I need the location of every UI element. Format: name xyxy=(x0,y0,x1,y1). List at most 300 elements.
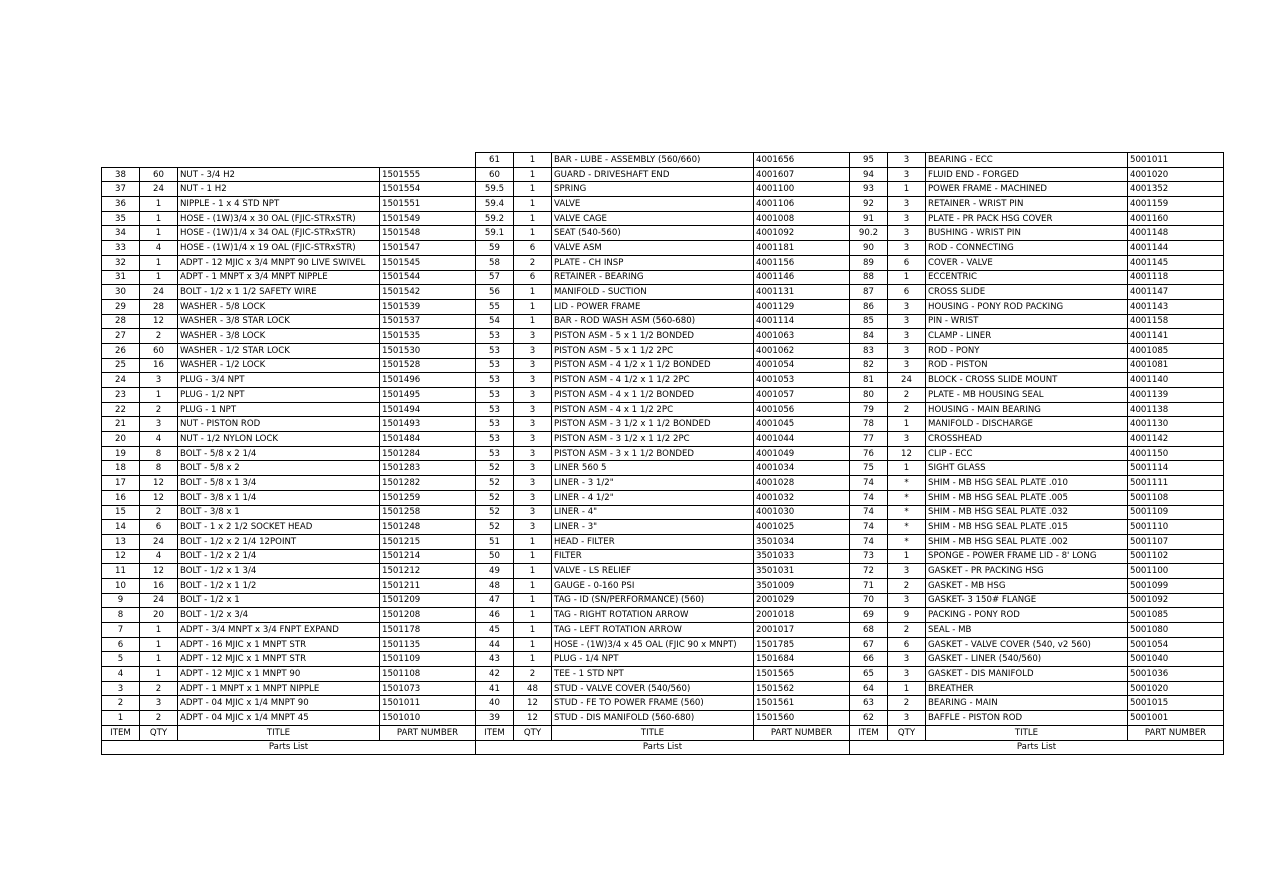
part-title-cell: CROSSHEAD xyxy=(926,432,1128,447)
part-number-cell: 5001102 xyxy=(1128,549,1224,564)
part-number-cell: 1501551 xyxy=(380,197,476,212)
header-qty: QTY xyxy=(140,725,178,740)
qty-cell: 8 xyxy=(140,446,178,461)
parts-list-caption: Parts List xyxy=(850,740,1224,755)
part-number-cell: 4001032 xyxy=(754,490,850,505)
part-number-cell: 4001148 xyxy=(1128,226,1224,241)
part-number-cell: 5001092 xyxy=(1128,593,1224,608)
item-number-cell: 50 xyxy=(476,549,514,564)
qty-cell: 3 xyxy=(514,417,552,432)
part-number-cell: 1501495 xyxy=(380,388,476,403)
part-title-cell: PLATE - CH INSP xyxy=(552,255,754,270)
part-title-cell: GASKET- 3 150# FLANGE xyxy=(926,593,1128,608)
header-part-number: PART NUMBER xyxy=(754,725,850,740)
item-number-cell: 38 xyxy=(102,167,140,182)
qty-cell: 1 xyxy=(514,167,552,182)
part-number-cell: 5001054 xyxy=(1128,637,1224,652)
header-qty: QTY xyxy=(514,725,552,740)
qty-cell: 1 xyxy=(514,623,552,638)
table-row xyxy=(102,623,1224,638)
header-row xyxy=(102,725,1224,740)
qty-cell: 3 xyxy=(514,432,552,447)
item-number-cell: 89 xyxy=(850,255,888,270)
part-number-cell: 1501535 xyxy=(380,329,476,344)
item-number-cell: 23 xyxy=(102,388,140,403)
part-title-cell: ADPT - 3/4 MNPT x 3/4 FNPT EXPAND xyxy=(178,623,380,638)
qty-cell: 6 xyxy=(888,255,926,270)
item-number-cell: 1 xyxy=(102,711,140,726)
part-title-cell: PISTON ASM - 4 1/2 x 1 1/2 2PC xyxy=(552,373,754,388)
table-row xyxy=(102,402,1224,417)
empty-cell xyxy=(380,153,476,168)
part-title-cell: BOLT - 5/8 x 2 1/4 xyxy=(178,446,380,461)
empty-cell xyxy=(102,153,140,168)
qty-cell: 2 xyxy=(140,329,178,344)
part-number-cell: 1501554 xyxy=(380,182,476,197)
item-number-cell: 74 xyxy=(850,520,888,535)
item-number-cell: 53 xyxy=(476,388,514,403)
qty-cell: 1 xyxy=(514,153,552,168)
table-row xyxy=(102,652,1224,667)
item-number-cell: 82 xyxy=(850,358,888,373)
part-number-cell: 4001106 xyxy=(754,197,850,212)
part-number-cell: 4001156 xyxy=(754,255,850,270)
part-number-cell: 2001017 xyxy=(754,623,850,638)
part-title-cell: BOLT - 5/8 x 2 xyxy=(178,461,380,476)
qty-cell: 2 xyxy=(140,505,178,520)
part-title-cell: HOSE - (1W)1/4 x 19 OAL (FJIC-STRxSTR) xyxy=(178,241,380,256)
part-number-cell: 4001008 xyxy=(754,211,850,226)
table-row xyxy=(102,167,1224,182)
qty-cell: 6 xyxy=(888,637,926,652)
part-number-cell: 4001146 xyxy=(754,270,850,285)
part-number-cell: 4001028 xyxy=(754,476,850,491)
part-number-cell: 5001107 xyxy=(1128,534,1224,549)
item-number-cell: 60 xyxy=(476,167,514,182)
part-title-cell: VALVE CAGE xyxy=(552,211,754,226)
part-title-cell: SPRING xyxy=(552,182,754,197)
part-title-cell: WASHER - 1/2 LOCK xyxy=(178,358,380,373)
part-title-cell: SEAL - MB xyxy=(926,623,1128,638)
qty-cell: 12 xyxy=(514,711,552,726)
part-number-cell: 5001020 xyxy=(1128,681,1224,696)
part-title-cell: SEAT (540-560) xyxy=(552,226,754,241)
parts-list-caption: Parts List xyxy=(476,740,850,755)
qty-cell: 1 xyxy=(140,623,178,638)
part-number-cell: 5001100 xyxy=(1128,564,1224,579)
part-title-cell: BOLT - 1/2 x 1 1/2 xyxy=(178,578,380,593)
qty-cell: 4 xyxy=(140,432,178,447)
item-number-cell: 52 xyxy=(476,505,514,520)
qty-cell: 6 xyxy=(888,285,926,300)
qty-cell: 6 xyxy=(514,270,552,285)
qty-cell: 1 xyxy=(140,211,178,226)
part-title-cell: PLUG - 1 NPT xyxy=(178,402,380,417)
qty-cell: 1 xyxy=(140,226,178,241)
part-number-cell: 1501010 xyxy=(380,711,476,726)
qty-cell: 6 xyxy=(514,241,552,256)
item-number-cell: 46 xyxy=(476,608,514,623)
part-number-cell: 5001110 xyxy=(1128,520,1224,535)
qty-cell: 2 xyxy=(514,255,552,270)
part-number-cell: 5001001 xyxy=(1128,711,1224,726)
part-title-cell: SHIM - MB HSG SEAL PLATE .015 xyxy=(926,520,1128,535)
item-number-cell: 35 xyxy=(102,211,140,226)
qty-cell: 12 xyxy=(514,696,552,711)
part-title-cell: ADPT - 1 MNPT x 1 MNPT NIPPLE xyxy=(178,681,380,696)
part-title-cell: NIPPLE - 1 x 4 STD NPT xyxy=(178,197,380,212)
part-number-cell: 1501565 xyxy=(754,667,850,682)
part-title-cell: HOSE - (1W)3/4 x 30 OAL (FJIC-STRxSTR) xyxy=(178,211,380,226)
table-row xyxy=(102,388,1224,403)
part-title-cell: NUT - 3/4 H2 xyxy=(178,167,380,182)
part-title-cell: LINER - 4" xyxy=(552,505,754,520)
part-title-cell: PLUG - 3/4 NPT xyxy=(178,373,380,388)
part-number-cell: 1501215 xyxy=(380,534,476,549)
parts-list-table xyxy=(101,152,1224,755)
qty-cell: 1 xyxy=(888,681,926,696)
item-number-cell: 53 xyxy=(476,329,514,344)
header-qty: QTY xyxy=(888,725,926,740)
part-title-cell: BOLT - 3/8 x 1 xyxy=(178,505,380,520)
item-number-cell: 41 xyxy=(476,681,514,696)
part-title-cell: POWER FRAME - MACHINED xyxy=(926,182,1128,197)
part-title-cell: GASKET - LINER (540/560) xyxy=(926,652,1128,667)
qty-cell: 3 xyxy=(888,667,926,682)
qty-cell: * xyxy=(888,534,926,549)
part-number-cell: 1501178 xyxy=(380,623,476,638)
item-number-cell: 49 xyxy=(476,564,514,579)
part-title-cell: VALVE ASM xyxy=(552,241,754,256)
part-number-cell: 4001150 xyxy=(1128,446,1224,461)
item-number-cell: 25 xyxy=(102,358,140,373)
item-number-cell: 24 xyxy=(102,373,140,388)
part-number-cell: 3501031 xyxy=(754,564,850,579)
item-number-cell: 53 xyxy=(476,373,514,388)
item-number-cell: 94 xyxy=(850,167,888,182)
table-row xyxy=(102,226,1224,241)
empty-cell xyxy=(178,153,380,168)
item-number-cell: 53 xyxy=(476,417,514,432)
part-number-cell: 1501283 xyxy=(380,461,476,476)
part-title-cell: ADPT - 12 MJIC x 1 MNPT STR xyxy=(178,652,380,667)
item-number-cell: 80 xyxy=(850,388,888,403)
item-number-cell: 77 xyxy=(850,432,888,447)
header-part-number: PART NUMBER xyxy=(1128,725,1224,740)
qty-cell: 3 xyxy=(514,461,552,476)
qty-cell: 24 xyxy=(140,285,178,300)
part-title-cell: STUD - VALVE COVER (540/560) xyxy=(552,681,754,696)
part-number-cell: 1501282 xyxy=(380,476,476,491)
part-title-cell: LINER - 4 1/2" xyxy=(552,490,754,505)
item-number-cell: 30 xyxy=(102,285,140,300)
table-row xyxy=(102,314,1224,329)
part-number-cell: 1501208 xyxy=(380,608,476,623)
table-row xyxy=(102,549,1224,564)
part-number-cell: 4001054 xyxy=(754,358,850,373)
part-title-cell: PLATE - MB HOUSING SEAL xyxy=(926,388,1128,403)
part-title-cell: ROD - PONY xyxy=(926,343,1128,358)
part-title-cell: ADPT - 04 MJIC x 1/4 MNPT 90 xyxy=(178,696,380,711)
item-number-cell: 29 xyxy=(102,299,140,314)
item-number-cell: 31 xyxy=(102,270,140,285)
table-row xyxy=(102,520,1224,535)
part-title-cell: BOLT - 1/2 x 1 xyxy=(178,593,380,608)
part-number-cell: 1501108 xyxy=(380,667,476,682)
table-row xyxy=(102,358,1224,373)
item-number-cell: 3 xyxy=(102,681,140,696)
part-number-cell: 1501548 xyxy=(380,226,476,241)
qty-cell: 3 xyxy=(888,564,926,579)
qty-cell: 24 xyxy=(140,534,178,549)
part-title-cell: LID - POWER FRAME xyxy=(552,299,754,314)
qty-cell: 2 xyxy=(888,578,926,593)
table-row xyxy=(102,182,1224,197)
part-number-cell: 4001181 xyxy=(754,241,850,256)
part-number-cell: 4001049 xyxy=(754,446,850,461)
qty-cell: 1 xyxy=(888,270,926,285)
table-row xyxy=(102,241,1224,256)
item-number-cell: 55 xyxy=(476,299,514,314)
part-number-cell: 1501545 xyxy=(380,255,476,270)
part-title-cell: BOLT - 1/2 x 3/4 xyxy=(178,608,380,623)
part-number-cell: 5001114 xyxy=(1128,461,1224,476)
item-number-cell: 59.1 xyxy=(476,226,514,241)
item-number-cell: 33 xyxy=(102,241,140,256)
qty-cell: 1 xyxy=(888,461,926,476)
part-number-cell: 3501034 xyxy=(754,534,850,549)
item-number-cell: 22 xyxy=(102,402,140,417)
part-title-cell: PISTON ASM - 4 x 1 1/2 BONDED xyxy=(552,388,754,403)
part-number-cell: 4001144 xyxy=(1128,241,1224,256)
part-title-cell: STUD - FE TO POWER FRAME (560) xyxy=(552,696,754,711)
part-number-cell: 1501547 xyxy=(380,241,476,256)
qty-cell: 3 xyxy=(140,417,178,432)
table-row xyxy=(102,432,1224,447)
item-number-cell: 45 xyxy=(476,623,514,638)
table-row xyxy=(102,696,1224,711)
part-number-cell: 4001025 xyxy=(754,520,850,535)
qty-cell: 60 xyxy=(140,167,178,182)
qty-cell: 1 xyxy=(140,388,178,403)
qty-cell: 1 xyxy=(514,534,552,549)
part-title-cell: WASHER - 3/8 LOCK xyxy=(178,329,380,344)
item-number-cell: 52 xyxy=(476,490,514,505)
part-number-cell: 4001140 xyxy=(1128,373,1224,388)
part-title-cell: GASKET - VALVE COVER (540, v2 560) xyxy=(926,637,1128,652)
qty-cell: 1 xyxy=(140,667,178,682)
item-number-cell: 78 xyxy=(850,417,888,432)
part-title-cell: BUSHING - WRIST PIN xyxy=(926,226,1128,241)
qty-cell: 3 xyxy=(514,520,552,535)
part-number-cell: 5001085 xyxy=(1128,608,1224,623)
part-number-cell: 4001053 xyxy=(754,373,850,388)
part-title-cell: SHIM - MB HSG SEAL PLATE .005 xyxy=(926,490,1128,505)
part-title-cell: NUT - 1/2 NYLON LOCK xyxy=(178,432,380,447)
qty-cell: 3 xyxy=(888,299,926,314)
header-item: ITEM xyxy=(102,725,140,740)
qty-cell: 3 xyxy=(514,402,552,417)
qty-cell: 1 xyxy=(514,285,552,300)
part-title-cell: PISTON ASM - 5 x 1 1/2 2PC xyxy=(552,343,754,358)
part-number-cell: 1501785 xyxy=(754,637,850,652)
part-number-cell: 4001062 xyxy=(754,343,850,358)
part-title-cell: PISTON ASM - 3 1/2 x 1 1/2 2PC xyxy=(552,432,754,447)
part-title-cell: CLIP - ECC xyxy=(926,446,1128,461)
item-number-cell: 16 xyxy=(102,490,140,505)
part-title-cell: TAG - RIGHT ROTATION ARROW xyxy=(552,608,754,623)
item-number-cell: 91 xyxy=(850,211,888,226)
part-title-cell: COVER - VALVE xyxy=(926,255,1128,270)
part-title-cell: SIGHT GLASS xyxy=(926,461,1128,476)
item-number-cell: 71 xyxy=(850,578,888,593)
item-number-cell: 70 xyxy=(850,593,888,608)
part-number-cell: 4001607 xyxy=(754,167,850,182)
table-row xyxy=(102,534,1224,549)
item-number-cell: 67 xyxy=(850,637,888,652)
part-number-cell: 1501537 xyxy=(380,314,476,329)
header-title: TITLE xyxy=(552,725,754,740)
part-number-cell: 4001145 xyxy=(1128,255,1224,270)
qty-cell: 2 xyxy=(140,711,178,726)
part-number-cell: 4001139 xyxy=(1128,388,1224,403)
table-row xyxy=(102,270,1224,285)
table-row xyxy=(102,578,1224,593)
item-number-cell: 47 xyxy=(476,593,514,608)
part-number-cell: 4001020 xyxy=(1128,167,1224,182)
part-number-cell: 2001029 xyxy=(754,593,850,608)
qty-cell: * xyxy=(888,490,926,505)
part-title-cell: GASKET - DIS MANIFOLD xyxy=(926,667,1128,682)
qty-cell: 3 xyxy=(888,167,926,182)
qty-cell: 1 xyxy=(514,197,552,212)
qty-cell: 1 xyxy=(514,637,552,652)
part-number-cell: 4001158 xyxy=(1128,314,1224,329)
part-title-cell: LINER - 3" xyxy=(552,520,754,535)
item-number-cell: 9 xyxy=(102,593,140,608)
part-title-cell: GASKET - MB HSG xyxy=(926,578,1128,593)
part-number-cell: 1501539 xyxy=(380,299,476,314)
item-number-cell: 17 xyxy=(102,476,140,491)
item-number-cell: 83 xyxy=(850,343,888,358)
item-number-cell: 52 xyxy=(476,461,514,476)
qty-cell: 3 xyxy=(514,446,552,461)
item-number-cell: 19 xyxy=(102,446,140,461)
part-title-cell: GASKET - PR PACKING HSG xyxy=(926,564,1128,579)
part-title-cell: ECCENTRIC xyxy=(926,270,1128,285)
item-number-cell: 32 xyxy=(102,255,140,270)
qty-cell: 8 xyxy=(140,461,178,476)
part-number-cell: 4001030 xyxy=(754,505,850,520)
part-title-cell: PISTON ASM - 4 x 1 1/2 2PC xyxy=(552,402,754,417)
qty-cell: 12 xyxy=(140,564,178,579)
part-number-cell: 1501209 xyxy=(380,593,476,608)
part-title-cell: LINER 560 5 xyxy=(552,461,754,476)
part-title-cell: BOLT - 1/2 x 1 3/4 xyxy=(178,564,380,579)
item-number-cell: 14 xyxy=(102,520,140,535)
part-number-cell: 1501496 xyxy=(380,373,476,388)
part-title-cell: PLUG - 1/2 NPT xyxy=(178,388,380,403)
part-title-cell: ADPT - 12 MJIC x 3/4 MNPT 90 LIVE SWIVEL xyxy=(178,255,380,270)
part-title-cell: BOLT - 3/8 x 1 1/4 xyxy=(178,490,380,505)
header-title: TITLE xyxy=(178,725,380,740)
header-item: ITEM xyxy=(850,725,888,740)
part-title-cell: RETAINER - WRIST PIN xyxy=(926,197,1128,212)
item-number-cell: 64 xyxy=(850,681,888,696)
part-title-cell: SHIM - MB HSG SEAL PLATE .032 xyxy=(926,505,1128,520)
part-title-cell: NUT - 1 H2 xyxy=(178,182,380,197)
table-row xyxy=(102,667,1224,682)
item-number-cell: 53 xyxy=(476,402,514,417)
item-number-cell: 79 xyxy=(850,402,888,417)
qty-cell: 1 xyxy=(514,226,552,241)
part-number-cell: 4001131 xyxy=(754,285,850,300)
part-title-cell: SHIM - MB HSG SEAL PLATE .010 xyxy=(926,476,1128,491)
part-number-cell: 4001044 xyxy=(754,432,850,447)
qty-cell: 16 xyxy=(140,578,178,593)
part-number-cell: 4001147 xyxy=(1128,285,1224,300)
table-row xyxy=(102,490,1224,505)
qty-cell: 1 xyxy=(514,314,552,329)
qty-cell: 2 xyxy=(888,402,926,417)
part-number-cell: 4001056 xyxy=(754,402,850,417)
qty-cell: 60 xyxy=(140,343,178,358)
part-title-cell: PISTON ASM - 3 1/2 x 1 1/2 BONDED xyxy=(552,417,754,432)
qty-cell: 3 xyxy=(888,593,926,608)
part-number-cell: 3501033 xyxy=(754,549,850,564)
item-number-cell: 76 xyxy=(850,446,888,461)
part-number-cell: 1501109 xyxy=(380,652,476,667)
table-row xyxy=(102,373,1224,388)
table-row xyxy=(102,329,1224,344)
part-number-cell: 4001045 xyxy=(754,417,850,432)
qty-cell: 3 xyxy=(140,373,178,388)
part-title-cell: BEARING - MAIN xyxy=(926,696,1128,711)
qty-cell: 2 xyxy=(140,681,178,696)
item-number-cell: 52 xyxy=(476,476,514,491)
item-number-cell: 58 xyxy=(476,255,514,270)
part-title-cell: TEE - 1 STD NPT xyxy=(552,667,754,682)
item-number-cell: 92 xyxy=(850,197,888,212)
part-title-cell: SPONGE - POWER FRAME LID - 8' LONG xyxy=(926,549,1128,564)
part-number-cell: 5001015 xyxy=(1128,696,1224,711)
item-number-cell: 12 xyxy=(102,549,140,564)
qty-cell: 16 xyxy=(140,358,178,373)
qty-cell: * xyxy=(888,505,926,520)
qty-cell: 3 xyxy=(514,505,552,520)
part-title-cell: ADPT - 16 MJIC x 1 MNPT STR xyxy=(178,637,380,652)
qty-cell: 2 xyxy=(888,388,926,403)
item-number-cell: 40 xyxy=(476,696,514,711)
item-number-cell: 69 xyxy=(850,608,888,623)
part-number-cell: 4001129 xyxy=(754,299,850,314)
qty-cell: 3 xyxy=(888,358,926,373)
part-number-cell: 4001656 xyxy=(754,153,850,168)
qty-cell: * xyxy=(888,520,926,535)
part-title-cell: LINER - 3 1/2" xyxy=(552,476,754,491)
item-number-cell: 51 xyxy=(476,534,514,549)
qty-cell: 2 xyxy=(140,402,178,417)
item-number-cell: 7 xyxy=(102,623,140,638)
part-number-cell: 1501530 xyxy=(380,343,476,358)
part-title-cell: PACKING - PONY ROD xyxy=(926,608,1128,623)
part-title-cell: VALVE xyxy=(552,197,754,212)
part-number-cell: 1501214 xyxy=(380,549,476,564)
item-number-cell: 27 xyxy=(102,329,140,344)
qty-cell: 1 xyxy=(514,299,552,314)
part-title-cell: VALVE - LS RELIEF xyxy=(552,564,754,579)
qty-cell: 3 xyxy=(514,358,552,373)
